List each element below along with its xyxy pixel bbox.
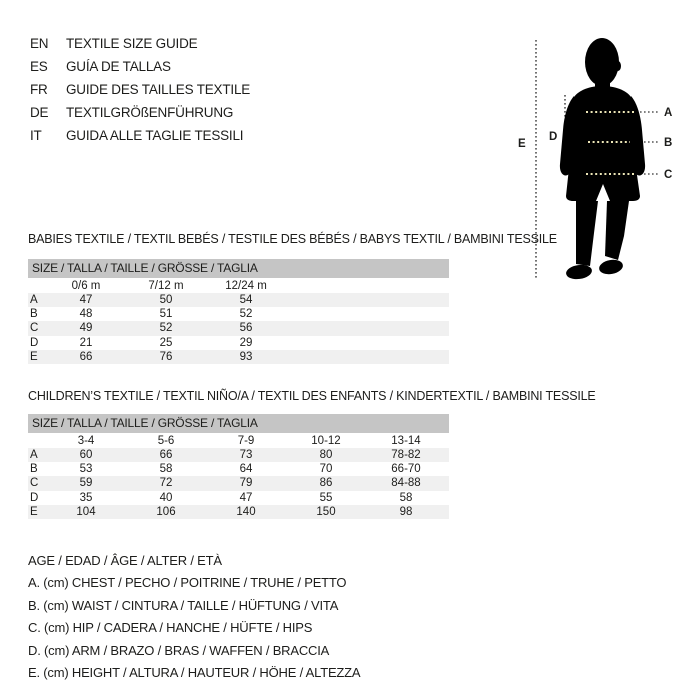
measurement-legend [28, 550, 360, 684]
cell: 40 [159, 491, 173, 504]
row-label: C [30, 477, 39, 490]
language-code: ES [30, 59, 48, 74]
cell: 66-70 [391, 463, 421, 476]
cell: 98 [399, 505, 413, 518]
label-E: E [518, 138, 526, 150]
legend-item-height: E. (cm) HEIGHT / ALTURA / HAUTEUR / HÖHE / ALTEZZA [28, 665, 361, 681]
cell: 106 [156, 505, 176, 518]
label-C: C [664, 169, 673, 181]
cell: 48 [79, 308, 93, 321]
cell: 84-88 [391, 477, 421, 490]
label-D: D [549, 131, 558, 143]
babies-table [28, 278, 449, 364]
cell: 58 [159, 463, 173, 476]
cell: 73 [239, 449, 253, 462]
children-size-header-bar: SIZE / TALLA / TAILLE / GRÖSSE / TAGLIA [28, 414, 449, 433]
language-row-de [30, 101, 250, 124]
empty-corner-cell [28, 278, 46, 293]
row-label: B [30, 463, 38, 476]
filler-cell [286, 336, 449, 350]
column-header: 0/6 m [71, 279, 101, 292]
table-row-A [28, 448, 449, 462]
cell: 25 [159, 336, 173, 349]
cell: 93 [239, 350, 253, 363]
cell: 70 [319, 463, 333, 476]
cell: 21 [79, 336, 93, 349]
language-code: DE [30, 105, 49, 120]
filler-cell [286, 350, 449, 364]
cell: 35 [79, 491, 93, 504]
cell: 56 [239, 322, 253, 335]
cell: 54 [239, 294, 253, 307]
label-B: B [664, 137, 673, 149]
table-row-C [28, 321, 449, 335]
cell: 52 [159, 322, 173, 335]
cell: 66 [79, 350, 93, 363]
legend-item-chest: A. (cm) CHEST / PECHO / POITRINE / TRUHE / PETTO [28, 575, 347, 591]
cell: 78-82 [391, 449, 421, 462]
legend-item-hip: C. (cm) HIP / CADERA / HANCHE / HÜFTE / HIPS [28, 620, 313, 636]
language-title: TEXTILE SIZE GUIDE [66, 36, 198, 51]
cell: 51 [159, 308, 173, 321]
child-silhouette-figure [560, 38, 645, 281]
table-row-E [28, 350, 449, 364]
language-title-list [30, 32, 250, 147]
children-section-title: CHILDREN’S TEXTILE / TEXTIL NIÑO/A / TEXTIL DES ENFANTS / KINDERTEXTIL / BAMBINI TESSILE [28, 389, 596, 403]
children-table [28, 433, 449, 519]
babies-column-header-row [28, 278, 449, 293]
language-title: TEXTILGRÖßENFÜHRUNG [66, 105, 234, 120]
cell: 52 [239, 308, 253, 321]
filler-cell [286, 293, 449, 307]
language-title: GUIDA ALLE TAGLIE TESSILI [66, 128, 244, 143]
cell: 49 [79, 322, 93, 335]
cell: 55 [319, 491, 333, 504]
language-title: GUÍA DE TALLAS [66, 59, 171, 74]
table-row-A [28, 293, 449, 307]
babies-size-table [28, 259, 449, 364]
filler-cell [446, 462, 449, 476]
label-A: A [664, 107, 673, 119]
row-label: E [30, 505, 38, 518]
filler-cell [446, 448, 449, 462]
language-code: IT [30, 128, 42, 143]
cell: 80 [319, 449, 333, 462]
child-measurement-diagram [512, 28, 682, 290]
language-row-it [30, 124, 250, 147]
row-label: D [30, 336, 39, 349]
filler-cell [286, 278, 449, 293]
language-row-en [30, 32, 250, 55]
column-header: 13-14 [391, 434, 421, 447]
cell: 66 [159, 449, 173, 462]
table-row-B [28, 307, 449, 321]
language-row-es [30, 55, 250, 78]
cell: 64 [239, 463, 253, 476]
cell: 86 [319, 477, 333, 490]
row-label: D [30, 491, 39, 504]
filler-cell [286, 321, 449, 335]
children-column-header-row [28, 433, 449, 448]
filler-cell [446, 476, 449, 490]
empty-corner-cell [28, 433, 46, 448]
legend-item-arm: D. (cm) ARM / BRAZO / BRAS / WAFFEN / BRACCIA [28, 642, 330, 658]
column-header: 5-6 [157, 434, 175, 447]
cell: 150 [316, 505, 336, 518]
table-row-D [28, 336, 449, 350]
cell: 104 [76, 505, 96, 518]
cell: 140 [236, 505, 256, 518]
column-header: 7/12 m [148, 279, 184, 292]
filler-cell [446, 491, 449, 505]
legend-item-waist: B. (cm) WAIST / CINTURA / TAILLE / HÜFTUNG / VITA [28, 597, 339, 613]
language-title: GUIDE DES TAILLES TEXTILE [66, 82, 251, 97]
row-label: C [30, 322, 39, 335]
table-row-C [28, 476, 449, 490]
cell: 72 [159, 477, 173, 490]
row-label: A [30, 294, 38, 307]
cell: 47 [79, 294, 93, 307]
filler-cell [446, 433, 449, 448]
language-row-fr [30, 78, 250, 101]
table-row-B [28, 462, 449, 476]
filler-cell [446, 505, 449, 519]
babies-size-header-bar: SIZE / TALLA / TAILLE / GRÖSSE / TAGLIA [28, 259, 449, 278]
language-code: EN [30, 36, 49, 51]
cell: 79 [239, 477, 253, 490]
cell: 53 [79, 463, 93, 476]
cell: 60 [79, 449, 93, 462]
table-row-D [28, 491, 449, 505]
cell: 50 [159, 294, 173, 307]
column-header: 10-12 [311, 434, 341, 447]
row-label: B [30, 308, 38, 321]
language-code: FR [30, 82, 48, 97]
filler-cell [286, 307, 449, 321]
row-label: E [30, 350, 38, 363]
column-header: 7-9 [237, 434, 255, 447]
legend-age-line: AGE / EDAD / ÂGE / ALTER / ETÀ [28, 553, 222, 568]
row-label: A [30, 449, 38, 462]
cell: 76 [159, 350, 173, 363]
children-size-table [28, 414, 449, 519]
table-row-E [28, 505, 449, 519]
column-header: 12/24 m [225, 279, 267, 292]
babies-section-title: BABIES TEXTILE / TEXTIL BEBÉS / TESTILE DES BÉBÉS / BABYS TEXTIL / BAMBINI TESSILE [28, 232, 557, 246]
cell: 58 [399, 491, 413, 504]
column-header: 3-4 [77, 434, 95, 447]
cell: 59 [79, 477, 93, 490]
cell: 47 [239, 491, 253, 504]
cell: 29 [239, 336, 253, 349]
